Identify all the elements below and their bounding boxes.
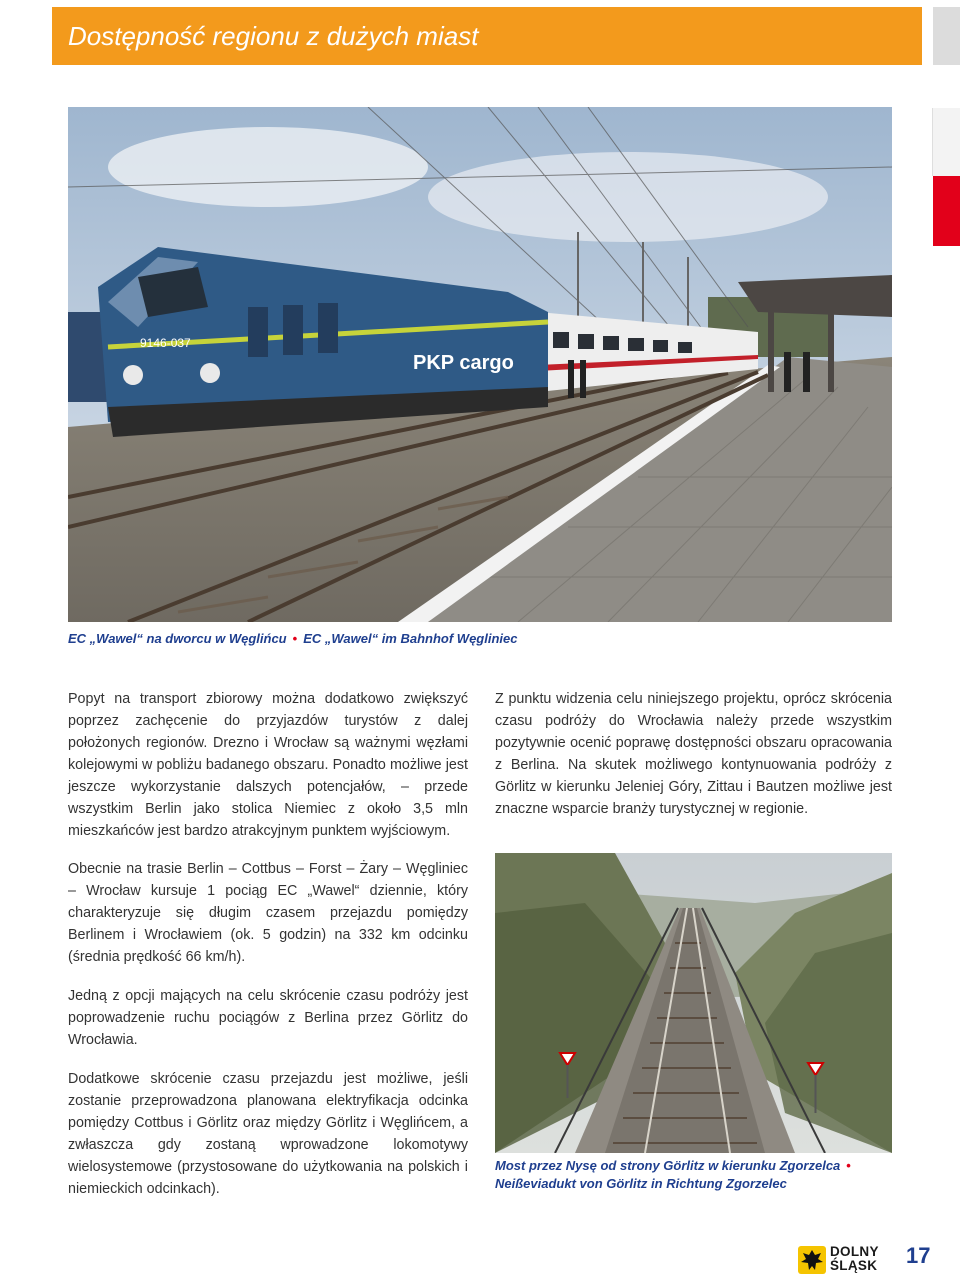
side-tab-white [932, 108, 960, 176]
body-paragraph-5: Z punktu widzenia celu niniejszego projektu, oprócz skrócenia czasu podróży do Wrocławia należy przede wszystkim pozytywnie ocenić poprawę dostępności obszaru opracowania z Berlina. Na skutek możliwego kontynuowania podróży z Görlitz w kierunku Jeleniej Góry, Zittau i Bautzen możliwe jest znaczne wsparcie branży turystycznej w regionie. [495, 691, 892, 817]
logo-line-1: DOLNY [830, 1244, 879, 1259]
header-bar [52, 7, 922, 65]
side-tab-grey [933, 7, 960, 65]
caption-de: EC „Wawel“ im Bahnhof Węgliniec [303, 631, 518, 646]
page-title: Dostępność regionu z dużych miast [68, 21, 479, 51]
eagle-crest-icon [798, 1246, 826, 1274]
bridge-photo-caption [495, 1157, 895, 1193]
train-photo [68, 107, 892, 622]
page-number: 17 [906, 1243, 931, 1268]
logo-line-2: ŚLĄSK [830, 1258, 878, 1273]
caption-bullet: • [846, 1158, 851, 1173]
caption-de: Neißeviadukt von Görlitz in Richtung Zgorzelec [495, 1176, 787, 1191]
body-paragraph-3: Jedną z opcji mających na celu skrócenie czasu podróży jest poprowadzenie ruchu pociągów z Berlina przez Görlitz do Wrocławia. [68, 988, 468, 1048]
dolny-slask-logo [798, 1244, 890, 1276]
body-paragraph-2: Obecnie na trasie Berlin – Cottbus – Forst – Żary – Węgliniec – Wrocław kursuje 1 pociąg EC „Wawel“ dziennie, który charakteryzuje się długim czasem przejazdu pomiędzy Berlinem i Wrocławiem (ok. 5 godzin) na 332 km odcinku (średnia prędkość 66 km/h). [68, 861, 468, 965]
caption-pl: Most przez Nysę od strony Görlitz w kierunku Zgorzelca [495, 1158, 841, 1173]
caption-pl: EC „Wawel“ na dworcu w Węglińcu [68, 631, 287, 646]
loco-number-label: 9146-037 [140, 336, 191, 350]
bridge-photo [495, 853, 892, 1153]
loco-brand-label: PKP cargo [413, 352, 514, 374]
body-paragraph-4: Dodatkowe skrócenie czasu przejazdu jest możliwe, jeśli zostanie przeprowadzona planowana elektryfikacja odcinka pomiędzy Cottbus i Görlitz oraz między Görlitz i Węglińcem, a zwłaszcza gdy zostaną wprowadzone lokomotywy wielosystemowe (przystosowane do użytkowania na polskich i niemieckich odcinkach). [68, 1071, 468, 1197]
logo-wordmark [830, 1245, 879, 1273]
train-photo-caption [68, 630, 517, 648]
body-paragraph-1: Popyt na transport zbiorowy można dodatkowo zwiększyć poprzez zachęcenie do przyjazdów turystów z dalej położonych regionów. Drezno i Wrocław są ważnymi węzłami kolejowymi w pobliżu badanego obszaru. Ponadto możliwe jest jeszcze wykorzystanie dalszych potencjałów, – przede wszystkim Berlin jako stolica Niemiec z około 3,5 mln mieszkańców jest bardzo atrakcyjnym punktem wyjściowym. [68, 691, 468, 839]
side-tab-red [933, 176, 960, 246]
caption-bullet: • [292, 631, 298, 646]
